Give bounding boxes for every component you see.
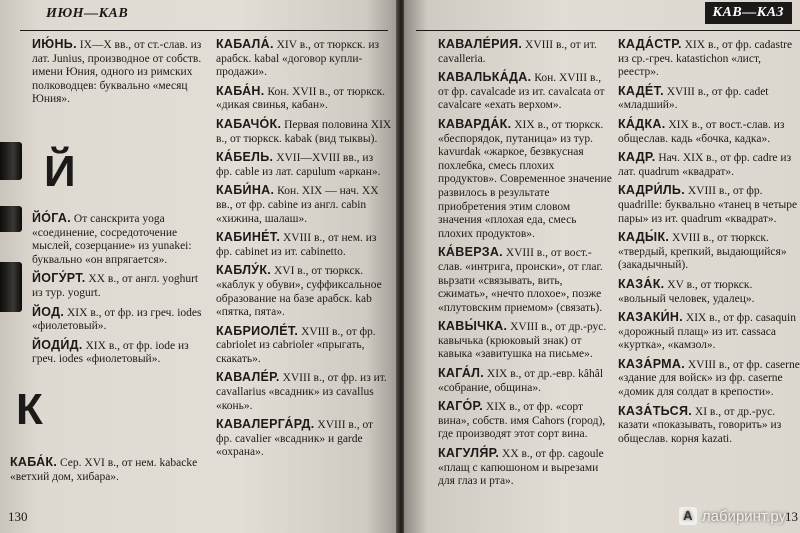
- dictionary-entry: [438, 400, 612, 442]
- dictionary-entry: [216, 38, 392, 80]
- dictionary-entry: [216, 85, 392, 113]
- entry-headword: КАБА́К.: [10, 455, 58, 469]
- dictionary-entry: [216, 151, 392, 179]
- entry-definition: Первая половина XIX в., от тюркск. kabak (вид тыквы).: [216, 118, 392, 145]
- entry-definition: XIX в., от фр. «сорт вина», собств. имя Cahors (город), где производят этот сорт вина.: [438, 401, 606, 441]
- dictionary-column: [216, 38, 392, 465]
- entry-definition: XIX в., от фр. casaquin «дорожный плащ» из ит. cassaca «куртка», «камзол».: [618, 312, 796, 352]
- entry-headword: КАБРИОЛЕ́Т.: [216, 323, 299, 338]
- entry-definition: XVIII в., от нем. из фр. cabinet из ит. cabinetto.: [216, 232, 377, 258]
- entry-headword: КА́ВЕРЗА.: [438, 245, 503, 260]
- watermark: [679, 507, 786, 525]
- entry-headword: ИЮ́НЬ.: [32, 37, 77, 51]
- entry-headword: КАБИ́НА.: [216, 183, 275, 198]
- entry-definition: XVII—XVIII вв., из фр. cable из лат. capulum «аркан».: [216, 152, 381, 178]
- dictionary-entry: [10, 456, 210, 484]
- entry-definition: Кон. XIX — нач. XX вв., от фр. cabine из англ. cabin «хижина, шалаш».: [216, 185, 379, 225]
- entry-headword: КАВАЛЕ́РИЯ.: [438, 37, 523, 51]
- entry-definition: Кон. XVII в., от тюркск. «дикая свинья, кабан».: [216, 85, 386, 112]
- dictionary-entry: [32, 272, 210, 300]
- entry-definition: XIX в., от вост.-слав. из общеслав. кадь «бочка, кадка».: [618, 118, 785, 145]
- entry-headword: КА́ДКА.: [618, 116, 666, 131]
- entry-definition: XIX в., от фр. из греч. iodes «фиолетовый».: [32, 306, 202, 333]
- binder-clip: [0, 262, 22, 312]
- left-page: [0, 0, 398, 533]
- page-number-left: 130: [8, 509, 28, 524]
- section-letter-k: К: [16, 385, 43, 434]
- entry-headword: ЙО́ГА.: [32, 211, 72, 225]
- entry-headword: КАБАЛА́.: [216, 37, 274, 51]
- dictionary-entry: [618, 358, 800, 400]
- dictionary-entry: [618, 311, 800, 353]
- entry-definition: IX—X вв., от ст.-слав. из лат. Junius, производное от собств. имени Юния, одного из римских полководцев: буквально «месяц Юния».: [32, 39, 202, 106]
- dictionary-column: [618, 38, 800, 451]
- entry-definition: XVIII в., от фр. caserne «здание для войск» из фр. caserne «домик для солдат в крепости».: [618, 358, 800, 399]
- entry-headword: КАВАЛЬКА́ДА.: [438, 70, 532, 85]
- entry-headword: КА́БЕЛЬ.: [216, 150, 274, 165]
- entry-headword: КАБЛУ́К.: [216, 263, 272, 278]
- dictionary-entry: [32, 306, 210, 334]
- entry-headword: КАДА́СТР.: [618, 37, 682, 51]
- entry-definition: XIX в., от фр. iode из греч. iodes «фиолетовый».: [32, 339, 189, 366]
- entry-definition: XVIII в., от фр. cabriolet из cabrioler «прыгать, скакать».: [216, 325, 376, 365]
- entry-headword: КАЗА́К.: [618, 276, 665, 291]
- entry-headword: КАЗА́ТЬСЯ.: [618, 403, 693, 418]
- dictionary-column: [32, 38, 210, 112]
- entry-headword: КАДР.: [618, 150, 656, 165]
- dictionary-entry: [438, 71, 612, 113]
- dictionary-entry: [32, 212, 210, 267]
- entry-definition: XVIII в., от др.-рус. кавычька (крюковый знак) от кавыка «завитушка на письме».: [438, 321, 607, 361]
- entry-headword: КАЗАКИ́Н.: [618, 310, 684, 325]
- entry-definition: XVIII в., от вост.-слав. «интрига, происки», от глаг. вьрзати «связывать, вить, сжимать», «нечто плохое», позже «плутовским приемом» (связать).: [438, 247, 603, 314]
- right-page: [404, 0, 800, 533]
- entry-headword: КАГА́Л.: [438, 366, 485, 381]
- dictionary-entry: [216, 418, 392, 460]
- dictionary-entry: [32, 38, 210, 107]
- entry-headword: КАДЕ́Т.: [618, 83, 664, 98]
- dictionary-entry: [216, 231, 392, 259]
- entry-headword: КАДРИ́ЛЬ.: [618, 183, 685, 198]
- entry-headword: КАВАЛЕРГА́РД.: [216, 417, 315, 432]
- entry-definition: XV в., от тюркск. «вольный человек, удалец».: [618, 278, 755, 305]
- entry-definition: XI в., от др.-рус. казати «показывать, говорить» из общеслав. корня kazati.: [618, 405, 782, 445]
- dictionary-entry: [618, 38, 800, 80]
- dictionary-entry: [216, 184, 392, 226]
- watermark-text: лабиринт.ру: [701, 507, 786, 525]
- running-head-right: КАВ—КАЗ: [705, 2, 792, 24]
- dictionary-entry: [438, 320, 612, 362]
- dictionary-entry: [216, 118, 392, 146]
- entry-headword: КАЗА́РМА.: [618, 356, 685, 371]
- dictionary-entry: [618, 231, 800, 273]
- entry-definition: XIX в., от тюркск. «беспорядок, путаница» из тур. kavurdak «жаркое, безвкусная похлебка, смесь плохих продуктов». Современное значение развилось в результате приобретения этим словом значения «плохая еда, смесь плохих продуктов».: [438, 118, 612, 240]
- dictionary-entry: [438, 118, 612, 241]
- entry-headword: КАБА́Н.: [216, 83, 265, 98]
- dictionary-entry: [216, 325, 392, 367]
- entry-headword: КАГО́Р.: [438, 399, 484, 414]
- head-rule: [416, 30, 800, 31]
- dictionary-column: [32, 212, 210, 372]
- entry-definition: XIV в., от тюркск. из арабск. kabal «договор купли-продажи».: [216, 39, 380, 79]
- dictionary-column: [10, 456, 210, 489]
- entry-definition: XVIII в., от тюркск. «твердый, крепкий, выдающийся» (закадычный).: [618, 232, 787, 272]
- page-number-right: 13: [785, 509, 798, 524]
- dictionary-entry: [618, 151, 800, 179]
- dictionary-entry: [438, 447, 612, 489]
- dictionary-entry: [618, 278, 800, 306]
- dictionary-entry: [618, 118, 800, 146]
- binder-clip: [0, 206, 22, 232]
- entry-headword: КАВЫ́ЧКА.: [438, 319, 508, 334]
- entry-headword: КАВАРДА́К.: [438, 116, 512, 131]
- running-head-left: ИЮН—КАВ: [46, 6, 129, 21]
- entry-definition: Кон. XVIII в., от фр. cavalcade из ит. cavalcata от cavalcare «ехать верхом».: [438, 72, 605, 112]
- entry-definition: XIX в., от др.-евр. kâhâl «собрание, община».: [438, 368, 604, 394]
- dictionary-entry: [438, 367, 612, 395]
- dictionary-entry: [32, 339, 210, 367]
- entry-definition: XVIII в., от фр. quadrille: буквально «танец в четыре пары» из ит. quadrum «квадрат».: [618, 185, 798, 225]
- dictionary-entry: [618, 85, 800, 113]
- entry-definition: XX в., от англ. yoghurt из тур. yogurt.: [32, 273, 199, 299]
- dictionary-entry: [438, 246, 612, 315]
- entry-headword: КАГУЛЯ́Р.: [438, 446, 500, 461]
- head-rule: [20, 30, 388, 31]
- entry-headword: ЙОГУ́РТ.: [32, 271, 86, 286]
- dictionary-entry: [438, 38, 612, 66]
- entry-definition: XVIII в., от ит. cavalleria.: [438, 39, 597, 65]
- dictionary-entry: [216, 371, 392, 413]
- entry-definition: XVIII в., от фр. cadet «младший».: [618, 85, 769, 112]
- entry-headword: КАВАЛЕ́Р.: [216, 370, 280, 385]
- dictionary-column: [438, 38, 612, 494]
- entry-definition: От санскрита yoga «соединение, сосредоточение мыслей, созерцание» из yunakei: буквально «он впрягается».: [32, 213, 192, 266]
- watermark-logo-icon: A: [679, 507, 697, 525]
- entry-headword: КАБАЧО́К.: [216, 116, 282, 131]
- section-letter-y: Й: [44, 147, 76, 196]
- entry-headword: ЙОДИ́Д.: [32, 337, 83, 352]
- entry-definition: XVIII в., от фр. cavalier «всадник» и garde «охрана».: [216, 419, 374, 459]
- entry-definition: Нач. XIX в., от фр. cadre из лат. quadrum «квадрат».: [618, 152, 792, 178]
- entry-headword: КАДЫ́К.: [618, 230, 670, 245]
- entry-definition: XVI в., от тюркск. «каблук у обуви», суффиксальное образование на базе арабск. kab «пятка, пята».: [216, 265, 382, 319]
- entry-definition: XVIII в., от фр. из ит. cavallarius «всадник» из cavallus «конь».: [216, 372, 387, 412]
- dictionary-entry: [618, 184, 800, 226]
- entry-definition: Сер. XVI в., от нем. kabacke «ветхий дом, хибара».: [10, 457, 198, 483]
- binder-clip: [0, 142, 22, 180]
- entry-headword: ЙОД.: [32, 304, 65, 319]
- dictionary-entry: [216, 264, 392, 319]
- entry-definition: XIX в., от фр. cadastre из ср.-греч. katastichon «лист, реестр».: [618, 39, 793, 79]
- entry-headword: КАБИНЕ́Т.: [216, 230, 281, 245]
- entry-definition: XX в., от фр. cagoule «плащ с капюшоном и вырезами для глаз и рта».: [438, 448, 604, 488]
- dictionary-entry: [618, 405, 800, 447]
